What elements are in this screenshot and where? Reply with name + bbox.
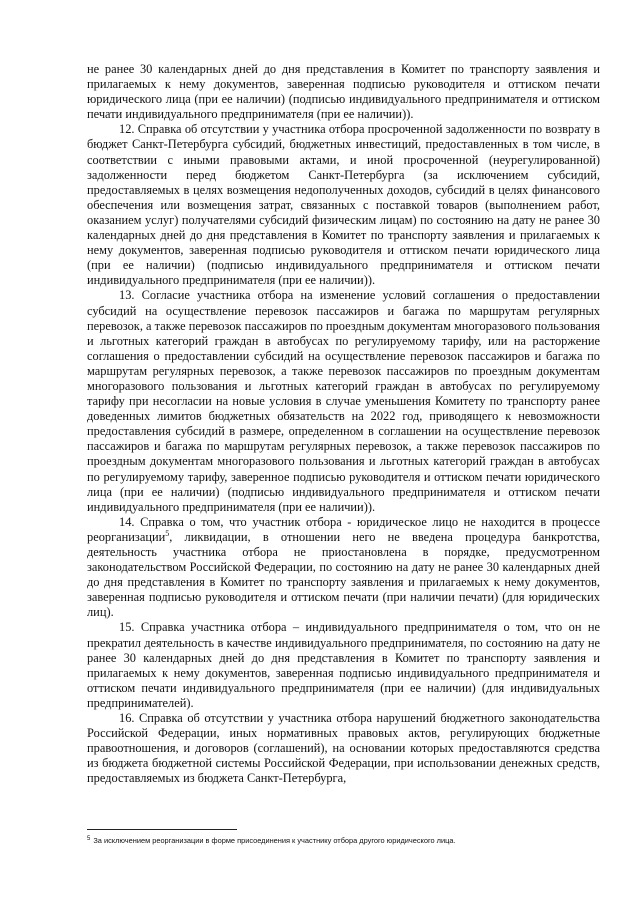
footnote <box>87 836 600 846</box>
document-body <box>87 62 600 787</box>
paragraph-continuation: не ранее 30 календарных дней до дня представления в Комитет по транспорту заявления и прилагаемых к нему документов, заверенная подписью руководителя и оттиском печати юридического лица (при ее наличии) (подписью индивидуального предпринимателя и оттиском печати индивидуального предпринимателя (при ее наличии)). <box>87 62 600 122</box>
footnote-text: За исключением реорганизации в форме присоединения к участнику отбора другого юридического лица. <box>93 836 456 845</box>
footnote-mark: 5 <box>87 835 91 842</box>
paragraph-item-14-start: 14. Справка о том, что участник отбора - юридическое лицо не находится в процессе реорганизации <box>87 514 600 544</box>
paragraph-item-14-end: , ликвидации, в отношении него не введена процедура банкротства, деятельность участника отбора не приостановлена в порядке, предусмотренном законодательством Российской Федерации, по состоянию на дату не ранее 30 календарных дней до дня представления в Комитет по транспорту заявления и прилагаемых к нему документов, заверенная подписью руководителя и оттиском печати (при наличии печати) (для юридических лиц). <box>87 529 600 620</box>
paragraph-item-13: 13. Согласие участника отбора на изменение условий соглашения о предоставлении субсидий на осуществление перевозок пассажиров и багажа по маршрутам регулярных перевозок, а также перевозок пассажиров по проездным документам многоразового пользования и льготных категорий граждан в автобусах по регулируемому тарифу, или на расторжение соглашения о предоставлении субсидий на осуществление перевозок пассажиров и багажа по маршрутам регулярных перевозок, а также перевозок пассажиров по проездным документам многоразового пользования и льготных категорий граждан в автобусах по регулируемому тарифу при несогласии на новые условия в случае уменьшения Комитету по транспорту ранее доведенных лимитов бюджетных обязательств на 2022 год, приводящего к невозможности предоставления субсидий в размере, определенном в соглашении на осуществление перевозок пассажиров и багажа по маршрутам регулярных перевозок, а также перевозок пассажиров по проездным документам многоразового пользования и льготных категорий граждан в автобусах по регулируемому тарифу, заверенное подписью руководителя и оттиском печати юридического лица (при ее наличии) (подписью индивидуального предпринимателя и оттиском печати индивидуального предпринимателя (при ее наличии)). <box>87 288 600 514</box>
paragraph-item-14 <box>87 515 600 621</box>
footnote-reference: 5 <box>165 528 170 538</box>
paragraph-item-12: 12. Справка об отсутствии у участника отбора просроченной задолженности по возврату в бюджет Санкт-Петербурга субсидий, бюджетных инвестиций, предоставленных в том числе, в соответствии с иными правовыми актами, и иной просроченной (неурегулированной) задолженности перед бюджетом Санкт-Петербурга (за исключением субсидий, предоставляемых в целях возмещения недополученных доходов, субсидий в целях финансового обеспечения или возмещения затрат, связанных с поставкой товаров (выполнением работ, оказанием услуг) получателями субсидий физическим лицам) по состоянию на дату не ранее 30 календарных дней до дня представления в Комитет по транспорту заявления и прилагаемых к нему документов, заверенная подписью руководителя и оттиском печати юридического лица (при ее наличии) (подписью индивидуального предпринимателя и оттиском печати индивидуального предпринимателя (при ее наличии)). <box>87 122 600 288</box>
footnote-divider <box>87 829 237 830</box>
paragraph-item-15: 15. Справка участника отбора – индивидуального предпринимателя о том, что он не прекратил деятельность в качестве индивидуального предпринимателя, по состоянию на дату не ранее 30 календарных дней до дня представления в Комитет по транспорту заявления и прилагаемых к нему документов, заверенная подписью индивидуального предпринимателя и оттиском печати индивидуального предпринимателя (при ее наличии) (для индивидуальных предпринимателей). <box>87 620 600 710</box>
paragraph-item-16: 16. Справка об отсутствии у участника отбора нарушений бюджетного законодательства Российской Федерации, иных нормативных правовых актов, регулирующих бюджетные правоотношения, и договоров (соглашений), на основании которых предоставляются средства из бюджета бюджетной системы Российской Федерации, при использовании денежных средств, предоставляемых из бюджета Санкт-Петербурга, <box>87 711 600 786</box>
